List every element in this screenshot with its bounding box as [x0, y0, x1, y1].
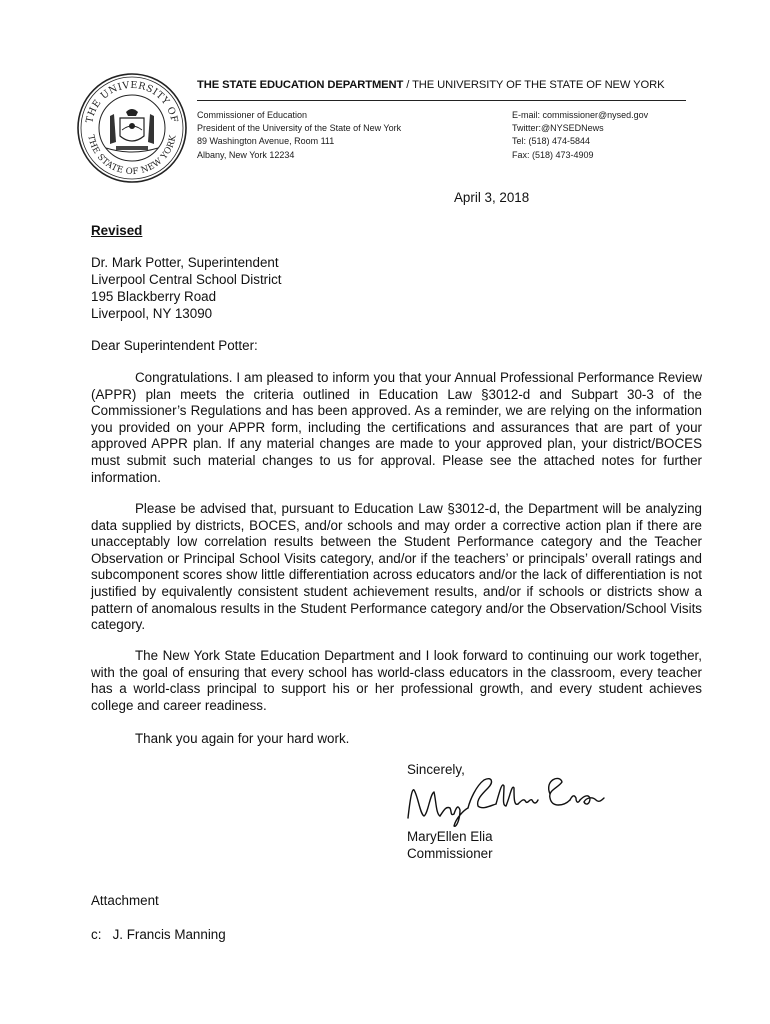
address-line: 195 Blackberry Road — [91, 289, 217, 304]
handwritten-signature — [400, 770, 610, 830]
letterhead-title-bold: THE STATE EDUCATION DEPARTMENT — [197, 79, 404, 91]
letterhead-contact-info — [512, 109, 648, 162]
office-line: Albany, New York 12234 — [197, 149, 295, 160]
contact-line: Twitter:@NYSEDNews — [512, 123, 604, 134]
letterhead-office-info — [197, 109, 401, 162]
office-line: 89 Washington Avenue, Room 111 — [197, 136, 335, 147]
closing: Sincerely, — [407, 762, 465, 777]
attachment-note: Attachment — [91, 893, 159, 908]
body-paragraph-1: Congratulations. I am pleased to inform you that your Annual Professional Performance Review (APPR) plan meets the criteria outlined in Education Law §3012-d and Subpart 30-3 of the Commissioner’s Regulations and has been approved. As a reminder, we are relying on the information you provided on your APPR form, including the certifications and assurances that are part of your approved APPR plan. If any material changes are made to your approved plan, your district/BOCES must submit such material changes to us for approval. Please see the attached notes for further information. — [91, 370, 702, 485]
cc-line: c: J. Francis Manning — [91, 927, 226, 942]
contact-line: Tel: (518) 474-5844 — [512, 136, 591, 147]
letterhead-divider — [197, 100, 686, 101]
contact-line: E-mail: commissioner@nysed.gov — [512, 110, 649, 120]
office-line: President of the University of the State of New York — [197, 123, 402, 134]
letterhead-title-rest: / THE UNIVERSITY OF THE STATE OF NEW YORK — [403, 79, 665, 91]
recipient-address — [91, 254, 282, 322]
signer-name: MaryEllen Elia — [407, 829, 493, 844]
signer-title: Commissioner — [407, 846, 493, 861]
state-seal-logo — [76, 72, 188, 184]
contact-line: Fax: (518) 473-4909 — [512, 149, 594, 160]
body-paragraph-3: The New York State Education Department and I look forward to continuing our work together, with the goal of ensuring that every school has world-class educators in the classroom, every teacher has a world-class principal to support his or her professional growth, and every student achieves college and career readiness. — [91, 648, 702, 713]
revised-label: Revised — [91, 223, 143, 238]
letter-date: April 3, 2018 — [454, 190, 530, 205]
seal-text-top: THE UNIVERSITY OF — [84, 79, 180, 124]
address-line: Liverpool, NY 13090 — [91, 306, 213, 321]
thanks-line: Thank you again for your hard work. — [135, 731, 350, 746]
seal-text-bottom: THE STATE OF NEW YORK — [85, 134, 179, 178]
salutation: Dear Superintendent Potter: — [91, 338, 258, 353]
office-line: Commissioner of Education — [197, 110, 308, 120]
address-line: Dr. Mark Potter, Superintendent — [91, 255, 279, 270]
body-paragraph-2: Please be advised that, pursuant to Education Law §3012-d, the Department will be analyzing data supplied by districts, BOCES, and/or schools and may order a corrective action plan if there are unacceptably low correlation results between the Student Performance category and the Teacher Observation or Principal School Visits category, and/or if the teachers’ or principals’ overall ratings and subcomponent scores show little differentiation across educators and/or the lack of differentiation is not justified by equivalently consistent student achievement results, and/or if schools or districts show a pattern of anomalous results in the Student Performance category and/or the Observation/School Visits category. — [91, 501, 702, 633]
letterhead-title — [197, 79, 664, 91]
signer-block — [407, 828, 493, 862]
address-line: Liverpool Central School District — [91, 272, 282, 287]
